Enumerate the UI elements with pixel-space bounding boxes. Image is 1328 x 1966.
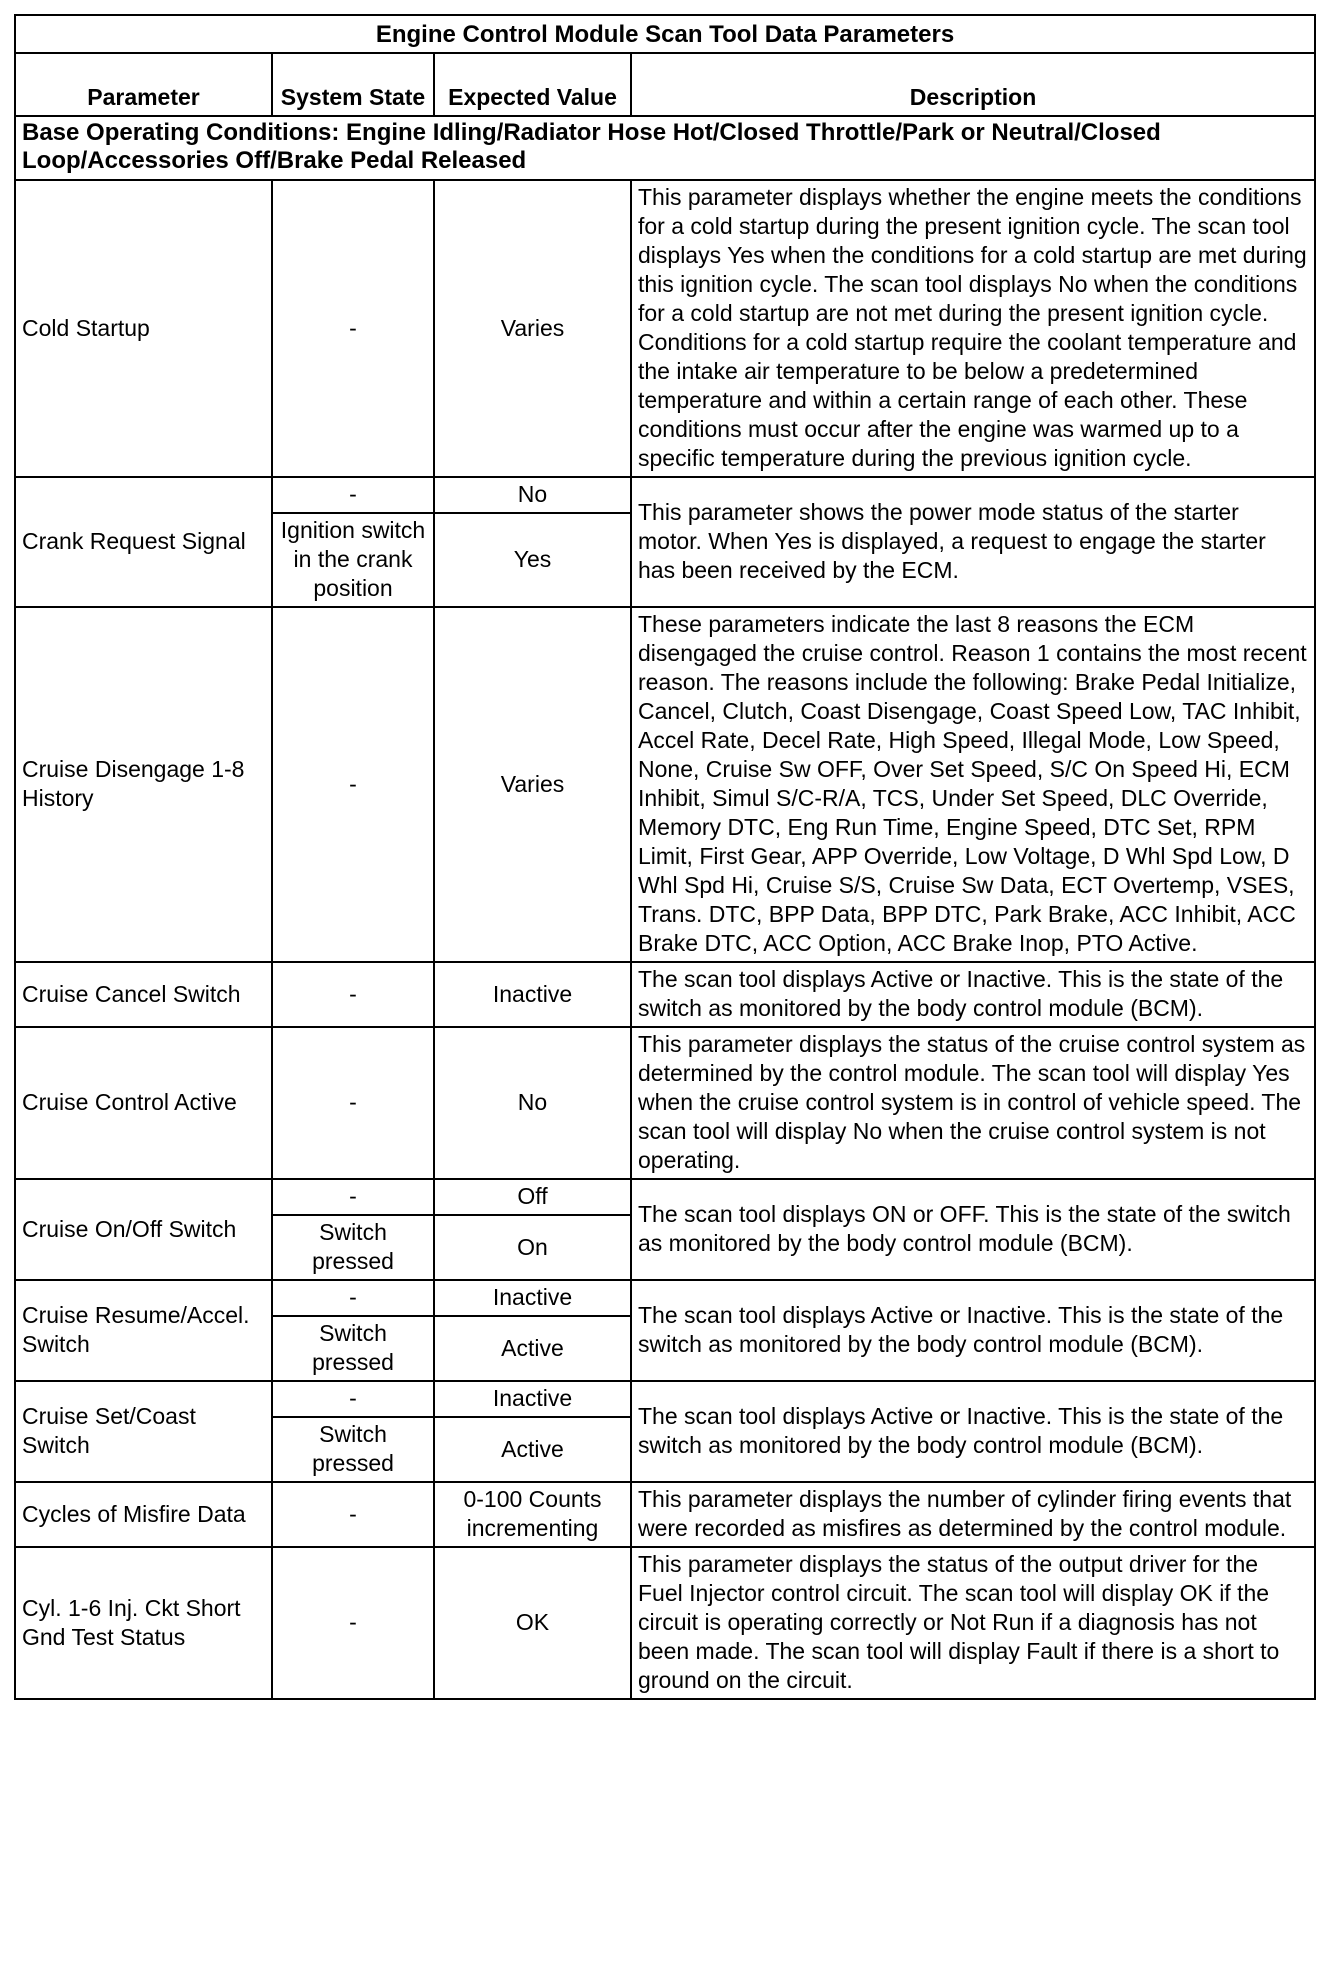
header-parameter: Parameter — [15, 53, 272, 116]
expected-value-cell: Inactive — [434, 1280, 631, 1316]
description-cell: The scan tool displays Active or Inactive. This is the state of the switch as monitored by the body control module (BCM). — [631, 962, 1315, 1027]
base-conditions: Base Operating Conditions: Engine Idling/Radiator Hose Hot/Closed Throttle/Park or Neutral/Closed Loop/Accessories Off/Brake Pedal Released — [15, 116, 1315, 180]
system-state-cell: Switch pressed — [272, 1417, 434, 1482]
table-row — [15, 607, 1315, 962]
expected-value-cell: Active — [434, 1417, 631, 1482]
system-state-cell: Ignition switch in the crank position — [272, 513, 434, 607]
table-row — [15, 180, 1315, 477]
system-state-cell: - — [272, 180, 434, 477]
system-state-cell: Switch pressed — [272, 1316, 434, 1381]
table-row — [15, 1179, 1315, 1215]
parameter-cell: Crank Request Signal — [15, 477, 272, 607]
title-row — [15, 15, 1315, 53]
description-cell: This parameter displays the status of the cruise control system as determined by the control module. The scan tool will display Yes when the cruise control system is in control of vehicle speed. The scan tool will display No when the cruise control system is not operating. — [631, 1027, 1315, 1179]
expected-value-cell: Inactive — [434, 962, 631, 1027]
table-row — [15, 1547, 1315, 1699]
expected-value-cell: On — [434, 1215, 631, 1280]
base-conditions-row — [15, 116, 1315, 180]
description-cell: This parameter displays whether the engine meets the conditions for a cold startup during the present ignition cycle. The scan tool displays Yes when the conditions for a cold startup are met during this ignition cycle. The scan tool displays No when the conditions for a cold startup are not met during the present ignition cycle. Conditions for a cold startup require the coolant temperature and the intake air temperature to be below a predetermined temperature and within a certain range of each other. These conditions must occur after the engine was warmed up to a specific temperature during the previous ignition cycle. — [631, 180, 1315, 477]
expected-value-cell: 0-100 Counts incrementing — [434, 1482, 631, 1547]
header-description: Description — [631, 53, 1315, 116]
parameter-cell: Cruise Cancel Switch — [15, 962, 272, 1027]
scan-tool-data-table — [14, 14, 1316, 1700]
expected-value-cell: Off — [434, 1179, 631, 1215]
system-state-cell: - — [272, 607, 434, 962]
expected-value-cell: OK — [434, 1547, 631, 1699]
expected-value-cell: Yes — [434, 513, 631, 607]
parameter-cell: Cruise Set/Coast Switch — [15, 1381, 272, 1482]
expected-value-cell: Inactive — [434, 1381, 631, 1417]
header-system-state: System State — [272, 53, 434, 116]
description-cell: The scan tool displays Active or Inactive. This is the state of the switch as monitored by the body control module (BCM). — [631, 1381, 1315, 1482]
system-state-cell: - — [272, 1482, 434, 1547]
parameter-cell: Cyl. 1-6 Inj. Ckt Short Gnd Test Status — [15, 1547, 272, 1699]
table-row — [15, 962, 1315, 1027]
parameter-cell: Cruise Control Active — [15, 1027, 272, 1179]
expected-value-cell: No — [434, 1027, 631, 1179]
description-cell: This parameter displays the status of the output driver for the Fuel Injector control circuit. The scan tool will display OK if the circuit is operating correctly or Not Run if a diagnosis has not been made. The scan tool will display Fault if there is a short to ground on the circuit. — [631, 1547, 1315, 1699]
expected-value-cell: Varies — [434, 607, 631, 962]
document-page — [14, 14, 1314, 1700]
header-row — [15, 53, 1315, 116]
system-state-cell: - — [272, 1381, 434, 1417]
system-state-cell: - — [272, 1547, 434, 1699]
description-cell: The scan tool displays ON or OFF. This is the state of the switch as monitored by the body control module (BCM). — [631, 1179, 1315, 1280]
header-expected-value: Expected Value — [434, 53, 631, 116]
parameter-cell: Cruise Disengage 1-8 History — [15, 607, 272, 962]
system-state-cell: - — [272, 477, 434, 513]
table-row — [15, 1027, 1315, 1179]
description-cell: This parameter shows the power mode status of the starter motor. When Yes is displayed, a request to engage the starter has been received by the ECM. — [631, 477, 1315, 607]
parameter-cell: Cycles of Misfire Data — [15, 1482, 272, 1547]
description-cell: These parameters indicate the last 8 reasons the ECM disengaged the cruise control. Reason 1 contains the most recent reason. The reasons include the following: Brake Pedal Initialize, Cancel, Clutch, Coast Disengage, Coast Speed Low, TAC Inhibit, Accel Rate, Decel Rate, High Speed, Illegal Mode, Low Speed, None, Cruise Sw OFF, Over Set Speed, S/C On Speed Hi, ECM Inhibit, Simul S/C-R/A, TCS, Under Set Speed, DLC Override, Memory DTC, Eng Run Time, Engine Speed, DTC Set, RPM Limit, First Gear, APP Override, Low Voltage, D Whl Spd Low, D Whl Spd Hi, Cruise S/S, Cruise Sw Data, ECT Overtemp, VSES, Trans. DTC, BPP Data, BPP DTC, Park Brake, ACC Inhibit, ACC Brake DTC, ACC Option, ACC Brake Inop, PTO Active. — [631, 607, 1315, 962]
system-state-cell: - — [272, 1027, 434, 1179]
parameter-cell: Cruise On/Off Switch — [15, 1179, 272, 1280]
parameter-cell: Cold Startup — [15, 180, 272, 477]
system-state-cell: - — [272, 962, 434, 1027]
system-state-cell: - — [272, 1179, 434, 1215]
table-row — [15, 1482, 1315, 1547]
expected-value-cell: No — [434, 477, 631, 513]
expected-value-cell: Varies — [434, 180, 631, 477]
system-state-cell: Switch pressed — [272, 1215, 434, 1280]
description-cell: This parameter displays the number of cylinder firing events that were recorded as misfires as determined by the control module. — [631, 1482, 1315, 1547]
table-row — [15, 1280, 1315, 1316]
parameter-cell: Cruise Resume/Accel. Switch — [15, 1280, 272, 1381]
description-cell: The scan tool displays Active or Inactive. This is the state of the switch as monitored by the body control module (BCM). — [631, 1280, 1315, 1381]
table-row — [15, 477, 1315, 513]
table-title: Engine Control Module Scan Tool Data Parameters — [15, 15, 1315, 53]
table-row — [15, 1381, 1315, 1417]
expected-value-cell: Active — [434, 1316, 631, 1381]
system-state-cell: - — [272, 1280, 434, 1316]
